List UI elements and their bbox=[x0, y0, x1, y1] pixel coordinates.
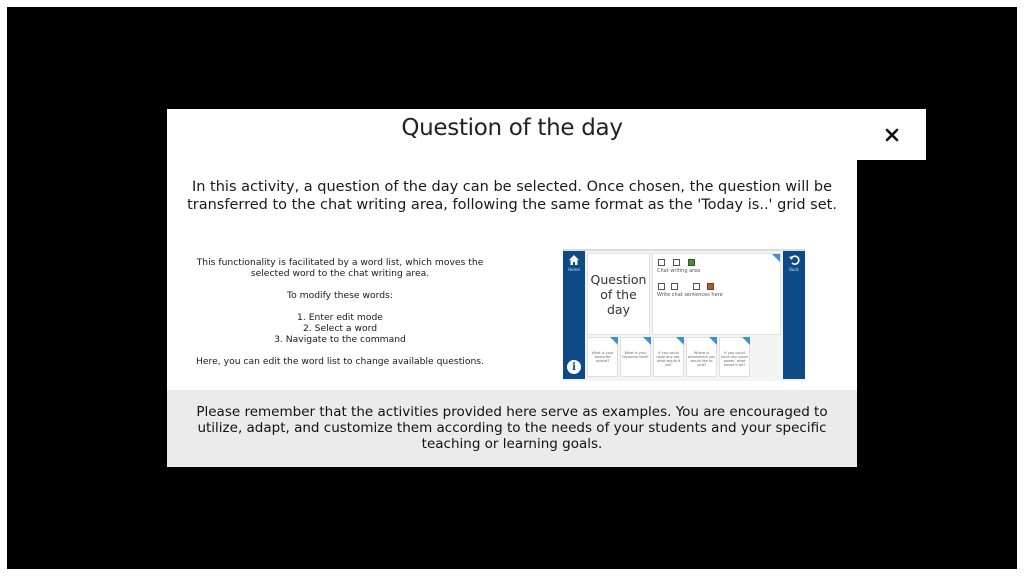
step-item: 1. Enter edit mode bbox=[297, 312, 383, 323]
home-icon bbox=[568, 254, 580, 266]
instructions bbox=[181, 257, 499, 378]
corner-marker bbox=[643, 337, 651, 345]
corner-marker bbox=[709, 337, 717, 345]
chat-line-2: Write chat sentences here bbox=[657, 292, 723, 298]
corner-marker bbox=[742, 337, 750, 345]
question-option-cell: If you could have any pet, what would it be? bbox=[653, 337, 684, 377]
step-item: 3. Navigate to the command bbox=[274, 334, 406, 345]
steps-list bbox=[181, 312, 499, 345]
question-option-cell: What is your favourite food? bbox=[620, 337, 651, 377]
step-item: 2. Select a word bbox=[302, 323, 378, 334]
back-label: Back bbox=[789, 267, 799, 272]
instructions-paragraph-1: This functionality is facilitated by a word list, which moves the selected word to the chat writing area. bbox=[196, 257, 484, 279]
preview-right-bar bbox=[783, 251, 805, 379]
back-icon bbox=[788, 254, 800, 266]
symbol-icon bbox=[658, 283, 665, 290]
home-label: Home bbox=[568, 267, 580, 272]
dialog-title: Question of the day bbox=[401, 115, 623, 141]
question-option-cell: If you could have any super power, what would it be? bbox=[719, 337, 750, 377]
symbol-icon bbox=[673, 259, 680, 266]
corner-marker bbox=[610, 337, 618, 345]
preview-left-bar bbox=[563, 251, 585, 379]
symbol-icon bbox=[693, 283, 700, 290]
activity-dialog bbox=[167, 109, 857, 467]
footer-note bbox=[167, 390, 857, 467]
close-button[interactable] bbox=[857, 109, 926, 160]
question-option-cell: Where is somewhere you would like to visit? bbox=[686, 337, 717, 377]
symbol-icon bbox=[658, 259, 665, 266]
question-cell: Question of the day bbox=[587, 253, 650, 335]
chat-writing-area bbox=[652, 253, 781, 335]
intro-text: In this activity, a question of the day can be selected. Once chosen, the question will be transferred to the chat writing area, following the same format as the 'Today is..' grid set. bbox=[187, 179, 837, 213]
symbol-icon bbox=[688, 259, 695, 266]
symbol-icon bbox=[671, 283, 678, 290]
corner-marker bbox=[772, 254, 780, 262]
close-icon bbox=[885, 128, 899, 142]
question-option-cell: What is your favourite animal? bbox=[587, 337, 618, 377]
footer-text: Please remember that the activities provided here serve as examples. You are encouraged to utilize, adapt, and customize them according to the needs of your students and your specific teaching or learning goals. bbox=[196, 404, 828, 452]
info-icon: i bbox=[566, 359, 582, 375]
grid-preview-image bbox=[563, 249, 805, 381]
corner-marker bbox=[676, 337, 684, 345]
instructions-paragraph-3: Here, you can edit the word list to change available questions. bbox=[196, 356, 484, 367]
instructions-paragraph-2: To modify these words: bbox=[287, 290, 393, 301]
symbol-icon bbox=[707, 283, 714, 290]
chat-line-1: Chat writing area bbox=[657, 268, 701, 274]
